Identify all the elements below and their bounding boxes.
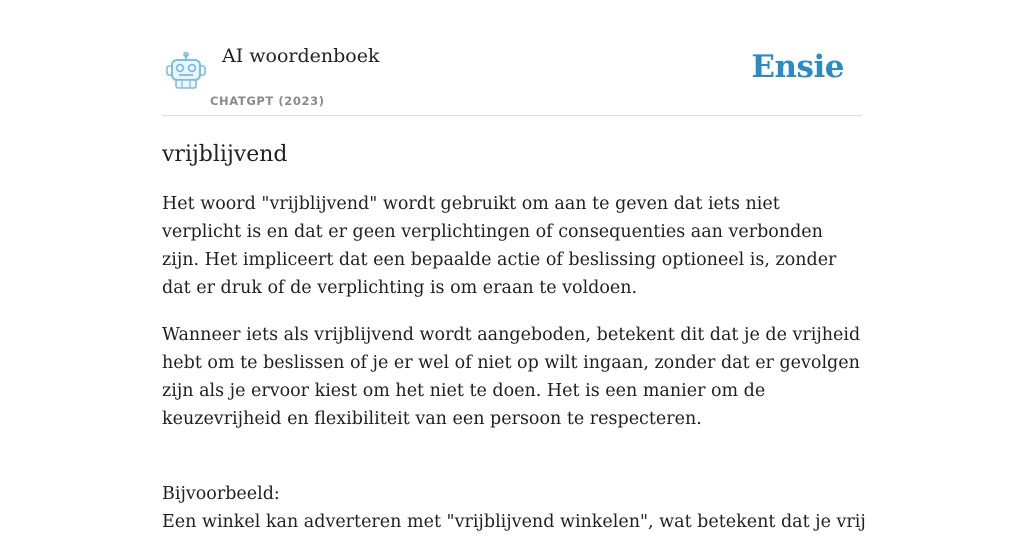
example-text: Een winkel kan adverteren met "vrijblijvend winkelen", wat betekent dat je vrij bbox=[162, 512, 866, 533]
robot-icon bbox=[166, 52, 206, 90]
page-container bbox=[162, 0, 866, 536]
example-label: Bijvoorbeeld: bbox=[162, 484, 280, 505]
dictionary-source: CHATGPT (2023) bbox=[210, 94, 325, 108]
definition-paragraph: Wanneer iets als vrijblijvend wordt aangeboden, betekent dit dat je de vrijheid hebt om te beslissen of je er wel of niet op wilt ingaan, zonder dat er gevolgen zijn als je ervoor kiest om het niet te doen. Het is een manier om de keuzevrijheid en flexibiliteit van een persoon te respecteren. bbox=[162, 325, 861, 430]
definition-paragraph: Het woord "vrijblijvend" wordt gebruikt om aan te geven dat iets niet verplicht is en dat er geen verplichtingen of consequenties aan verbonden zijn. Het impliceert dat een bepaalde actie of beslissing optioneel is, zonder dat er druk of de verplichting is om eraan te voldoen. bbox=[162, 194, 837, 299]
dictionary-name[interactable]: AI woordenboek bbox=[222, 45, 380, 67]
entry-header bbox=[162, 0, 862, 116]
entry-title: vrijblijvend bbox=[162, 142, 288, 167]
paragraph-spacer bbox=[162, 452, 862, 480]
ensie-logo-link[interactable]: Ensie bbox=[751, 49, 844, 85]
entry-definition bbox=[162, 190, 866, 536]
